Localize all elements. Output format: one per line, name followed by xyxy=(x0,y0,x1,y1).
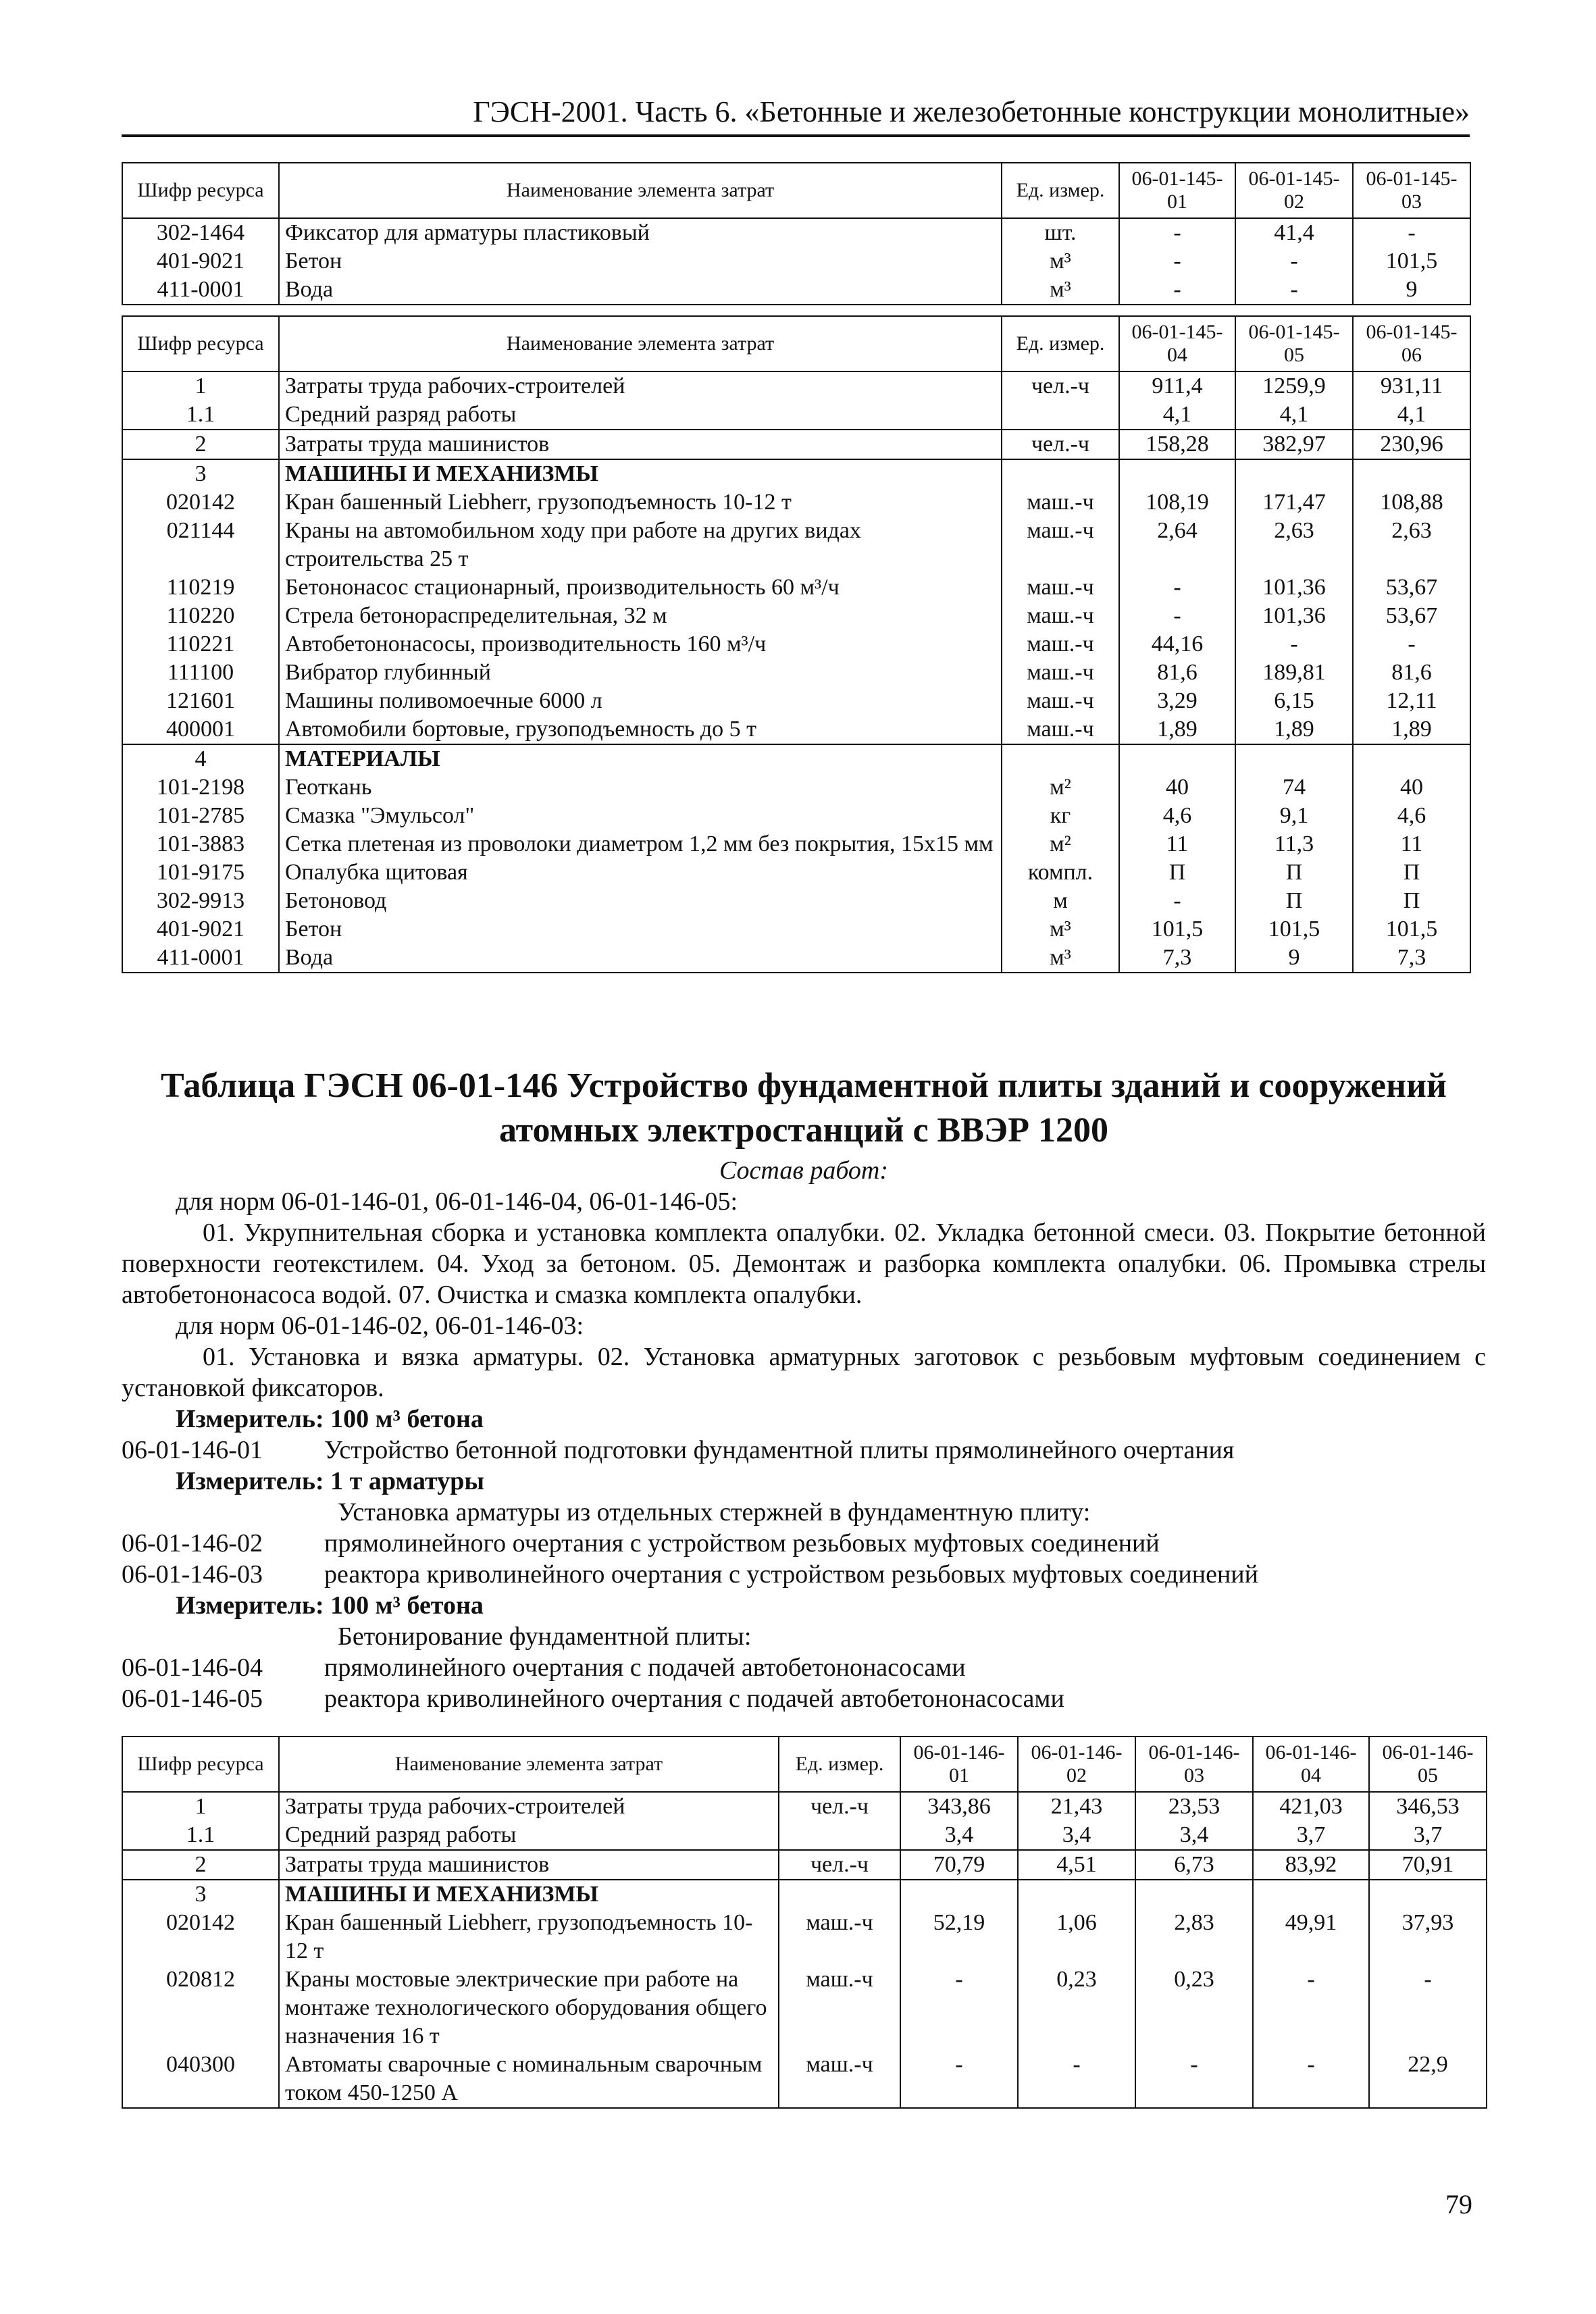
value-cell: - xyxy=(1135,2051,1253,2108)
norm-code: 06-01-146-03 xyxy=(122,1560,263,1589)
value-cell xyxy=(1119,459,1235,488)
resource-code: 111100 xyxy=(122,659,279,687)
resource-code: 101-9175 xyxy=(122,858,279,887)
value-cell xyxy=(1235,459,1353,488)
header-norm: 06-01-146-01 xyxy=(900,1737,1018,1792)
header-norm: 06-01-146-05 xyxy=(1369,1737,1487,1792)
value-cell xyxy=(1353,744,1470,773)
value-cell: 3,4 xyxy=(900,1821,1018,1850)
value-cell: - xyxy=(1353,218,1470,247)
value-cell: 2,83 xyxy=(1135,1909,1253,1965)
norm-subheading: Бетонирование фундаментной плиты: xyxy=(338,1622,752,1651)
resource-table-146 xyxy=(122,1736,1487,2109)
table-row xyxy=(122,602,1470,630)
unit-cell: чел.-ч xyxy=(779,1792,900,1821)
value-cell: 101,36 xyxy=(1235,602,1353,630)
unit-cell: маш.-ч xyxy=(1002,715,1119,744)
value-cell: 1,89 xyxy=(1235,715,1353,744)
table-body xyxy=(122,1792,1487,2108)
norm-description: прямолинейного очертания с подачей автобетононасосами xyxy=(324,1653,966,1682)
header-code: Шифр ресурса xyxy=(122,163,279,218)
cost-element-name: МАТЕРИАЛЫ xyxy=(279,744,1002,773)
value-cell: 41,4 xyxy=(1235,218,1353,247)
value-cell: 9,1 xyxy=(1235,802,1353,830)
unit-cell: чел.-ч xyxy=(1002,371,1119,401)
table-row xyxy=(122,944,1470,973)
table-row xyxy=(122,1880,1487,1909)
table-row xyxy=(122,1821,1487,1850)
value-cell: 37,93 xyxy=(1369,1909,1487,1965)
value-cell: 83,92 xyxy=(1253,1850,1369,1880)
value-cell: 911,4 xyxy=(1119,371,1235,401)
resource-code: 101-2198 xyxy=(122,773,279,802)
value-cell: - xyxy=(900,1965,1018,2051)
unit-cell: маш.-ч xyxy=(779,1965,900,2051)
unit-cell: маш.-ч xyxy=(1002,488,1119,517)
cost-element-name: Краны мостовые электрические при работе на монтаже технологического оборудования общего назначения 16 т xyxy=(279,1965,779,2051)
value-cell: 1259,9 xyxy=(1235,371,1353,401)
value-cell: 23,53 xyxy=(1135,1792,1253,1821)
value-cell: - xyxy=(1119,887,1235,915)
header-code: Шифр ресурса xyxy=(122,1737,279,1792)
value-cell: - xyxy=(1235,276,1353,305)
value-cell: - xyxy=(1119,602,1235,630)
value-cell: 101,5 xyxy=(1353,247,1470,276)
norm-subheading: Установка арматуры из отдельных стержней в фундаментную плиту: xyxy=(338,1498,1091,1526)
value-cell: П xyxy=(1119,858,1235,887)
unit-cell xyxy=(1002,459,1119,488)
unit-cell: маш.-ч xyxy=(1002,602,1119,630)
value-cell: - xyxy=(1119,247,1235,276)
cost-element-name: Бетон xyxy=(279,915,1002,944)
unit-cell xyxy=(779,1880,900,1909)
header-code: Шифр ресурса xyxy=(122,316,279,371)
unit-cell: маш.-ч xyxy=(779,2051,900,2108)
cost-element-name: Автоматы сварочные с номинальным сварочным током 450-1250 А xyxy=(279,2051,779,2108)
measure-unit: Измеритель: 1 т арматуры xyxy=(176,1467,485,1495)
value-cell: - xyxy=(1119,276,1235,305)
table-row xyxy=(122,1965,1487,2051)
norm-description: Устройство бетонной подготовки фундаментной плиты прямолинейного очертания xyxy=(324,1436,1235,1464)
cost-element-name: МАШИНЫ И МЕХАНИЗМЫ xyxy=(279,1880,779,1909)
cost-element-name: Краны на автомобильном ходу при работе на других видах строительства 25 т xyxy=(279,517,1002,573)
value-cell: 40 xyxy=(1119,773,1235,802)
works-paragraph: 01. Укрупнительная сборка и установка комплекта опалубки. 02. Укладка бетонной смеси. 03. Покрытие бетонной поверхности геотекстилем. 04. Уход за бетоном. 05. Демонтаж и разборка комплекта опалубки. 06. Промывка стрелы автобетононасоса водой. 07. Очистка и смазка комплекта опалубки. xyxy=(122,1218,1486,1309)
unit-cell: м³ xyxy=(1002,247,1119,276)
measure-unit: Измеритель: 100 м³ бетона xyxy=(176,1591,484,1620)
value-cell: - xyxy=(900,2051,1018,2108)
cost-element-name: Средний разряд работы xyxy=(279,1821,779,1850)
resource-code: 302-9913 xyxy=(122,887,279,915)
cost-element-name: Затраты труда машинистов xyxy=(279,430,1002,459)
table-row xyxy=(122,573,1470,602)
resource-code: 302-1464 xyxy=(122,218,279,247)
resource-code: 101-2785 xyxy=(122,802,279,830)
table-header-row xyxy=(122,163,1470,218)
value-cell: П xyxy=(1235,887,1353,915)
value-cell: 101,5 xyxy=(1119,915,1235,944)
table-row xyxy=(122,858,1470,887)
norm-line xyxy=(122,1559,1486,1590)
table-row xyxy=(122,1909,1487,1965)
value-cell: - xyxy=(1119,218,1235,247)
value-cell: - xyxy=(1369,1965,1487,2051)
unit-cell: чел.-ч xyxy=(779,1850,900,1880)
value-cell: 382,97 xyxy=(1235,430,1353,459)
table-row xyxy=(122,218,1470,247)
value-cell xyxy=(1353,459,1470,488)
cost-element-name: Опалубка щитовая xyxy=(279,858,1002,887)
value-cell: 4,1 xyxy=(1353,401,1470,430)
value-cell xyxy=(1235,744,1353,773)
unit-cell: маш.-ч xyxy=(1002,573,1119,602)
table-row xyxy=(122,915,1470,944)
cost-element-name: Кран башенный Liebherr, грузоподъемность 10-12 т xyxy=(279,488,1002,517)
cost-element-name: Кран башенный Liebherr, грузоподъемность 10-12 т xyxy=(279,1909,779,1965)
table-row xyxy=(122,773,1470,802)
value-cell: 3,4 xyxy=(1018,1821,1135,1850)
resource-code: 1.1 xyxy=(122,1821,279,1850)
header-norm: 06-01-145-01 xyxy=(1119,163,1235,218)
value-cell: 9 xyxy=(1235,944,1353,973)
norm-description: реактора криволинейного очертания с устройством резьбовых муфтовых соединений xyxy=(324,1560,1258,1589)
value-cell: 3,29 xyxy=(1119,687,1235,715)
value-cell: 6,15 xyxy=(1235,687,1353,715)
norm-code: 06-01-146-05 xyxy=(122,1685,263,1713)
value-cell: 931,11 xyxy=(1353,371,1470,401)
unit-cell: м³ xyxy=(1002,276,1119,305)
value-cell: 22,9 xyxy=(1369,2051,1487,2108)
value-cell: 7,3 xyxy=(1353,944,1470,973)
table-row xyxy=(122,744,1470,773)
header-name: Наименование элемента затрат xyxy=(279,1737,779,1792)
value-cell: 40 xyxy=(1353,773,1470,802)
measure-unit: Измеритель: 100 м³ бетона xyxy=(176,1405,484,1433)
resource-code: 3 xyxy=(122,459,279,488)
norm-code: 06-01-146-01 xyxy=(122,1436,263,1464)
table-row xyxy=(122,1850,1487,1880)
resource-code: 401-9021 xyxy=(122,247,279,276)
value-cell: 70,79 xyxy=(900,1850,1018,1880)
header-norm: 06-01-146-02 xyxy=(1018,1737,1135,1792)
value-cell: 1,89 xyxy=(1119,715,1235,744)
value-cell: 81,6 xyxy=(1119,659,1235,687)
value-cell xyxy=(1018,1880,1135,1909)
value-cell: 81,6 xyxy=(1353,659,1470,687)
cost-element-name: Вода xyxy=(279,276,1002,305)
value-cell xyxy=(1135,1880,1253,1909)
unit-cell: компл. xyxy=(1002,858,1119,887)
norm-line xyxy=(122,1652,1486,1683)
norm-line xyxy=(122,1435,1486,1466)
header-norm: 06-01-145-02 xyxy=(1235,163,1353,218)
table-row xyxy=(122,2051,1487,2108)
table-body xyxy=(122,371,1470,973)
table-header-row xyxy=(122,316,1470,371)
norm-description: прямолинейного очертания с устройством резьбовых муфтовых соединений xyxy=(324,1529,1160,1558)
running-header: ГЭСН-2001. Часть 6. «Бетонные и железобетонные конструкции монолитные» xyxy=(122,95,1470,137)
table-row xyxy=(122,276,1470,305)
value-cell: 3,4 xyxy=(1135,1821,1253,1850)
resource-code: 411-0001 xyxy=(122,944,279,973)
table-row xyxy=(122,830,1470,858)
cost-element-name: Затраты труда машинистов xyxy=(279,1850,779,1880)
cost-element-name: Средний разряд работы xyxy=(279,401,1002,430)
header-unit: Ед. измер. xyxy=(779,1737,900,1792)
value-cell xyxy=(1119,744,1235,773)
composition-heading: Состав работ: xyxy=(719,1156,889,1185)
value-cell: 49,91 xyxy=(1253,1909,1369,1965)
cost-element-name: Затраты труда рабочих-строителей xyxy=(279,371,1002,401)
header-norm: 06-01-145-03 xyxy=(1353,163,1470,218)
header-unit: Ед. измер. xyxy=(1002,316,1119,371)
unit-cell: маш.-ч xyxy=(1002,687,1119,715)
value-cell: - xyxy=(1235,630,1353,659)
table-row xyxy=(122,401,1470,430)
resource-code: 3 xyxy=(122,1880,279,1909)
page-number: 79 xyxy=(1445,2189,1472,2219)
cost-element-name: Автомобили бортовые, грузоподъемность до 5 т xyxy=(279,715,1002,744)
value-cell: 4,51 xyxy=(1018,1850,1135,1880)
table-row xyxy=(122,517,1470,573)
works-paragraph: 01. Установка и вязка арматуры. 02. Установка арматурных заготовок с резьбовым муфтовым соединением с установкой фиксаторов. xyxy=(122,1343,1486,1402)
value-cell: - xyxy=(1253,2051,1369,2108)
resource-code: 411-0001 xyxy=(122,276,279,305)
value-cell: 108,19 xyxy=(1119,488,1235,517)
cost-element-name: Смазка "Эмульсол" xyxy=(279,802,1002,830)
value-cell: 101,36 xyxy=(1235,573,1353,602)
unit-cell: маш.-ч xyxy=(779,1909,900,1965)
section-title: Таблица ГЭСН 06-01-146 Устройство фундаментной плиты зданий и сооружений атомных электростанций с ВВЭР 1200 xyxy=(160,1066,1447,1150)
value-cell: 0,23 xyxy=(1135,1965,1253,2051)
value-cell: 11 xyxy=(1353,830,1470,858)
header-norm: 06-01-146-04 xyxy=(1253,1737,1369,1792)
value-cell: 1,06 xyxy=(1018,1909,1135,1965)
header-norm: 06-01-145-04 xyxy=(1119,316,1235,371)
value-cell: 6,73 xyxy=(1135,1850,1253,1880)
norm-description: реактора криволинейного очертания с подачей автобетононасосами xyxy=(324,1685,1064,1713)
value-cell: 108,88 xyxy=(1353,488,1470,517)
unit-cell: м³ xyxy=(1002,944,1119,973)
header-name: Наименование элемента затрат xyxy=(279,163,1002,218)
resource-code: 020142 xyxy=(122,1909,279,1965)
table-row xyxy=(122,459,1470,488)
resource-code: 110221 xyxy=(122,630,279,659)
norms-line: для норм 06-01-146-02, 06-01-146-03: xyxy=(176,1312,584,1340)
value-cell xyxy=(1369,1880,1487,1909)
value-cell: - xyxy=(1353,630,1470,659)
value-cell: 21,43 xyxy=(1018,1792,1135,1821)
cost-element-name: МАШИНЫ И МЕХАНИЗМЫ xyxy=(279,459,1002,488)
value-cell: 52,19 xyxy=(900,1909,1018,1965)
value-cell: П xyxy=(1235,858,1353,887)
unit-cell: маш.-ч xyxy=(1002,659,1119,687)
value-cell xyxy=(1253,1880,1369,1909)
header-norm: 06-01-145-06 xyxy=(1353,316,1470,371)
header-unit: Ед. измер. xyxy=(1002,163,1119,218)
resource-code: 2 xyxy=(122,430,279,459)
resource-code: 401-9021 xyxy=(122,915,279,944)
cost-element-name: Вода xyxy=(279,944,1002,973)
resource-code: 1 xyxy=(122,371,279,401)
resource-code: 040300 xyxy=(122,2051,279,2108)
value-cell: 44,16 xyxy=(1119,630,1235,659)
resource-code: 4 xyxy=(122,744,279,773)
table-row xyxy=(122,802,1470,830)
value-cell: 9 xyxy=(1353,276,1470,305)
resource-code: 020142 xyxy=(122,488,279,517)
value-cell: 3,7 xyxy=(1369,1821,1487,1850)
norm-line xyxy=(122,1528,1486,1559)
value-cell: - xyxy=(1119,573,1235,602)
value-cell: 3,7 xyxy=(1253,1821,1369,1850)
unit-cell: м³ xyxy=(1002,915,1119,944)
resource-table-145-01-03 xyxy=(122,162,1471,305)
value-cell: 7,3 xyxy=(1119,944,1235,973)
value-cell: 421,03 xyxy=(1253,1792,1369,1821)
norm-line xyxy=(122,1683,1486,1714)
unit-cell: м² xyxy=(1002,773,1119,802)
value-cell: 230,96 xyxy=(1353,430,1470,459)
value-cell: 0,23 xyxy=(1018,1965,1135,2051)
value-cell: 11 xyxy=(1119,830,1235,858)
resource-code: 1 xyxy=(122,1792,279,1821)
cost-element-name: Фиксатор для арматуры пластиковый xyxy=(279,218,1002,247)
cost-element-name: Затраты труда рабочих-строителей xyxy=(279,1792,779,1821)
resource-code: 110220 xyxy=(122,602,279,630)
value-cell: - xyxy=(1253,1965,1369,2051)
cost-element-name: Сетка плетеная из проволоки диаметром 1,2 мм без покрытия, 15х15 мм xyxy=(279,830,1002,858)
cost-element-name: Машины поливомоечные 6000 л xyxy=(279,687,1002,715)
table-row xyxy=(122,488,1470,517)
value-cell: 53,67 xyxy=(1353,602,1470,630)
value-cell: 1,89 xyxy=(1353,715,1470,744)
value-cell: 343,86 xyxy=(900,1792,1018,1821)
section-body xyxy=(122,1155,1486,1714)
value-cell: 346,53 xyxy=(1369,1792,1487,1821)
unit-cell xyxy=(779,1821,900,1850)
header-norm: 06-01-145-05 xyxy=(1235,316,1353,371)
value-cell: 4,1 xyxy=(1119,401,1235,430)
table-row xyxy=(122,715,1470,744)
value-cell: 2,64 xyxy=(1119,517,1235,573)
unit-cell: м² xyxy=(1002,830,1119,858)
table-row xyxy=(122,659,1470,687)
resource-code: 400001 xyxy=(122,715,279,744)
unit-cell: кг xyxy=(1002,802,1119,830)
value-cell: 4,6 xyxy=(1119,802,1235,830)
unit-cell: маш.-ч xyxy=(1002,517,1119,573)
norm-code: 06-01-146-04 xyxy=(122,1653,263,1682)
header-name: Наименование элемента затрат xyxy=(279,316,1002,371)
value-cell: 189,81 xyxy=(1235,659,1353,687)
table-row xyxy=(122,430,1470,459)
table-row xyxy=(122,630,1470,659)
unit-cell xyxy=(1002,744,1119,773)
value-cell: - xyxy=(1235,247,1353,276)
value-cell: - xyxy=(1018,2051,1135,2108)
resource-table-145-04-06 xyxy=(122,315,1471,973)
value-cell: 2,63 xyxy=(1235,517,1353,573)
value-cell xyxy=(900,1880,1018,1909)
table-row xyxy=(122,371,1470,401)
value-cell: П xyxy=(1353,887,1470,915)
value-cell: П xyxy=(1353,858,1470,887)
resource-code: 021144 xyxy=(122,517,279,573)
cost-element-name: Вибратор глубинный xyxy=(279,659,1002,687)
norms-line: для норм 06-01-146-01, 06-01-146-04, 06-01-146-05: xyxy=(176,1187,738,1216)
table-header-row xyxy=(122,1737,1487,1792)
unit-cell: шт. xyxy=(1002,218,1119,247)
norm-code: 06-01-146-02 xyxy=(122,1529,263,1558)
unit-cell: чел.-ч xyxy=(1002,430,1119,459)
resource-code: 2 xyxy=(122,1850,279,1880)
value-cell: 70,91 xyxy=(1369,1850,1487,1880)
header-norm: 06-01-146-03 xyxy=(1135,1737,1253,1792)
resource-code: 121601 xyxy=(122,687,279,715)
value-cell: 171,47 xyxy=(1235,488,1353,517)
value-cell: 2,63 xyxy=(1353,517,1470,573)
cost-element-name: Бетон xyxy=(279,247,1002,276)
value-cell: 4,1 xyxy=(1235,401,1353,430)
unit-cell xyxy=(1002,401,1119,430)
cost-element-name: Бетононасос стационарный, производительность 60 м³/ч xyxy=(279,573,1002,602)
resource-code: 1.1 xyxy=(122,401,279,430)
resource-code: 101-3883 xyxy=(122,830,279,858)
resource-code: 110219 xyxy=(122,573,279,602)
table-row xyxy=(122,887,1470,915)
table-row xyxy=(122,247,1470,276)
value-cell: 4,6 xyxy=(1353,802,1470,830)
table-body xyxy=(122,218,1470,305)
value-cell: 101,5 xyxy=(1235,915,1353,944)
value-cell: 12,11 xyxy=(1353,687,1470,715)
unit-cell: м xyxy=(1002,887,1119,915)
cost-element-name: Стрела бетонораспределительная, 32 м xyxy=(279,602,1002,630)
table-row xyxy=(122,687,1470,715)
cost-element-name: Автобетононасосы, производительность 160 м³/ч xyxy=(279,630,1002,659)
value-cell: 158,28 xyxy=(1119,430,1235,459)
resource-code: 020812 xyxy=(122,1965,279,2051)
value-cell: 74 xyxy=(1235,773,1353,802)
cost-element-name: Геоткань xyxy=(279,773,1002,802)
value-cell: 11,3 xyxy=(1235,830,1353,858)
value-cell: 101,5 xyxy=(1353,915,1470,944)
table-row xyxy=(122,1792,1487,1821)
cost-element-name: Бетоновод xyxy=(279,887,1002,915)
unit-cell: маш.-ч xyxy=(1002,630,1119,659)
value-cell: 53,67 xyxy=(1353,573,1470,602)
